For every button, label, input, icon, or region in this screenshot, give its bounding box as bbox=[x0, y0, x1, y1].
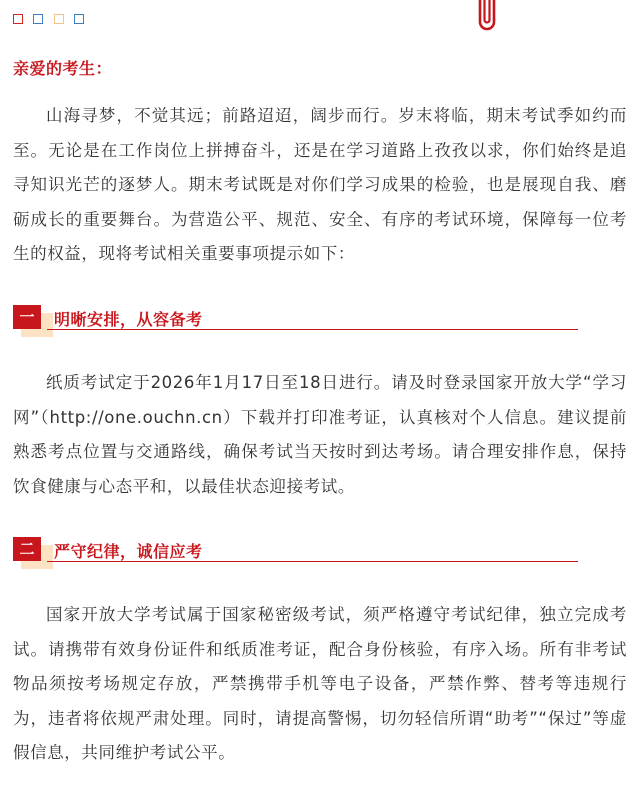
section-heading-2 bbox=[13, 535, 578, 569]
section-number-badge: 一 bbox=[13, 305, 41, 329]
section-underline bbox=[47, 329, 578, 330]
section-number-badge: 二 bbox=[13, 537, 41, 561]
greeting-heading: 亲爱的考生： bbox=[13, 59, 113, 78]
decor-square-blue-2 bbox=[74, 14, 84, 24]
paperclip-icon bbox=[470, 0, 504, 34]
section-1-body: 纸质考试定于2026年1月17日至18日进行。请及时登录国家开放大学“学习网”（http://one.ouchn.cn）下载并打印准考证，认真核对个人信息。建议提前熟悉考点位置与交通路线，确保考试当天按时到达考场。请合理安排作息，保持饮食健康与心态平和，以最佳状态迎接考试。 bbox=[13, 373, 627, 496]
decor-square-red bbox=[13, 14, 23, 24]
decor-square-orange bbox=[54, 14, 64, 24]
section-title: 严守纪律，诚信应考 bbox=[54, 542, 203, 561]
intro-paragraph: 山海寻梦，不觉其远；前路迢迢，阔步而行。岁末将临，期末考试季如约而至。无论是在工作岗位上拼搏奋斗，还是在学习道路上孜孜以求，你们始终是追寻知识光芒的逐梦人。期末考试既是对你们学习成果的检验，也是展现自我、磨砺成长的重要舞台。为营造公平、规范、安全、有序的考试环境，保障每一位考生的权益，现将考试相关重要事项提示如下： bbox=[13, 106, 627, 263]
section-underline bbox=[47, 561, 578, 562]
decor-square-blue bbox=[33, 14, 43, 24]
section-title: 明晰安排，从容备考 bbox=[54, 310, 203, 329]
section-2-body: 国家开放大学考试属于国家秘密级考试，须严格遵守考试纪律，独立完成考试。请携带有效身份证件和纸质准考证，配合身份核验，有序入场。所有非考试物品须按考场规定存放，严禁携带手机等电子设备，严禁作弊、替考等违规行为，违者将依规严肃处理。同时，请提高警惕，切勿轻信所谓“助考”“保过”等虚假信息，共同维护考试公平。 bbox=[13, 605, 627, 762]
section-heading-1 bbox=[13, 303, 578, 337]
